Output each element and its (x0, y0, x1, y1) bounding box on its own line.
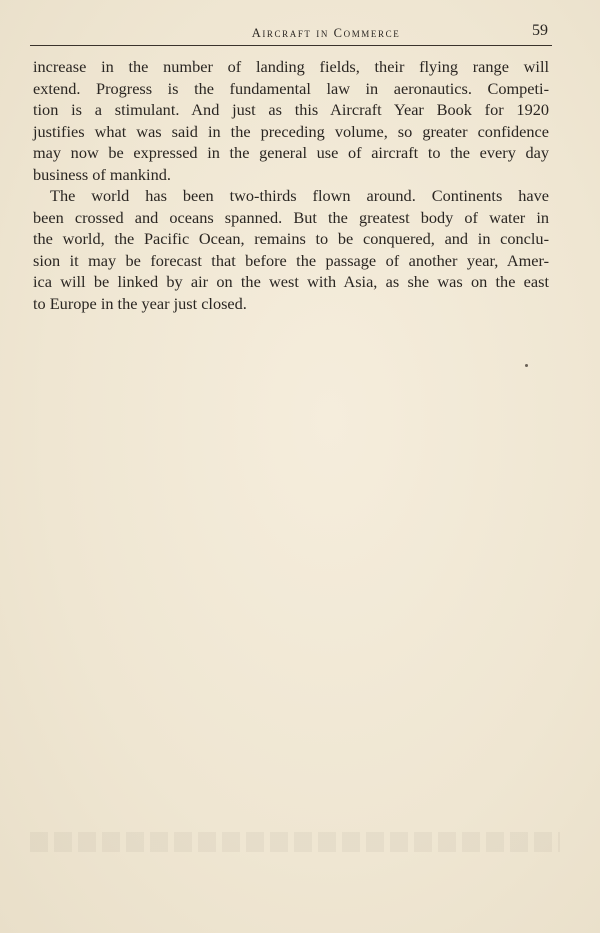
text-line: extend. Progress is the fundamental law in aeronautics. Competi- (33, 78, 549, 98)
paragraph-1 (33, 56, 549, 185)
text-line: tion is a stimulant. And just as this Aircraft Year Book for 1920 (33, 100, 549, 119)
text-line: the world, the Pacific Ocean, remains to be conquered, and in conclu- (33, 229, 549, 248)
body-text (33, 56, 549, 314)
page-number: 59 (532, 22, 548, 39)
text-line: to Europe in the year just closed. (33, 293, 247, 313)
running-title: Aircraft in Commerce (251, 26, 401, 40)
paper-speck (525, 364, 528, 367)
text-line: sion it may be forecast that before the passage of another year, Amer- (33, 250, 549, 270)
show-through-text (30, 832, 560, 852)
text-line: justifies what was said in the preceding volume, so greater confidence (33, 121, 549, 141)
header-rule (30, 45, 552, 46)
text-line: business of mankind. (33, 164, 171, 184)
paragraph-2 (33, 185, 549, 314)
text-line: may now be expressed in the general use of aircraft to the every day (33, 143, 549, 162)
running-head (30, 22, 552, 44)
text-line: The world has been two-thirds flown around. Continents have (50, 186, 549, 205)
text-line: been crossed and oceans spanned. But the greatest body of water in (33, 207, 549, 227)
text-line: increase in the number of landing fields, their flying range will (33, 57, 549, 76)
text-line: ica will be linked by air on the west with Asia, as she was on the east (33, 272, 549, 291)
